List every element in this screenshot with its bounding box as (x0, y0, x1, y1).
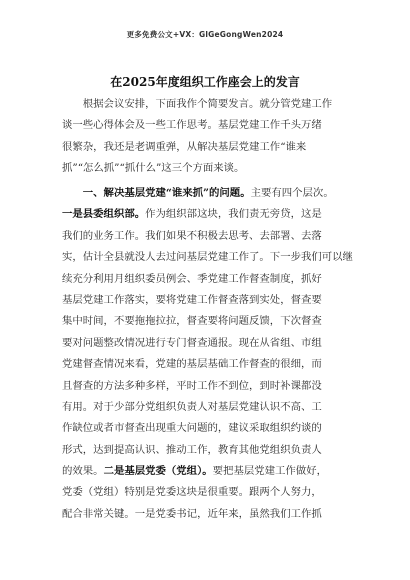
intro-paragraph (62, 94, 354, 180)
body-line: 要对问题整改情况进行专门督查通报。现在从省组、市组 (62, 336, 322, 349)
section-1-paragraph (62, 183, 354, 525)
document-title: 在2025年度组织工作座会上的发言 (110, 75, 300, 89)
header-note: 更多免费公文+VX：GlGeGongWen2024 (126, 30, 284, 39)
intro-line: 根据会议安排，下面我作个简要发言。就分管党建工作 (62, 98, 333, 110)
body-line: 党委（党组）特别是党委这块是很重要。跟两个人努力， (62, 486, 322, 499)
sub1-line (62, 204, 354, 225)
intro-line: 谈一些心得体会及一些工作思考。基层党建工作千头万绪 (62, 119, 322, 132)
section-1-heading: 一、解决基层党建“谁来抓”的问题。 (62, 187, 251, 199)
body-line: 实，估计全县就没人去过问基层党建工作了。下一步我们可以继 (62, 251, 353, 264)
sub2-line (62, 461, 354, 482)
body-line: 续充分利用月组织委员例会、季党建工作督查制度，抓好 (62, 272, 322, 285)
sub1-first: 作为组织部这块，我们责无旁贷，这是 (145, 208, 322, 221)
body-line: 我们的业务工作。我们如果不积极去思考、去部署、去落 (62, 229, 322, 242)
body-line: 配合非常关键。一是党委书记，近年来，虽然我们工作抓 (62, 507, 322, 520)
body-line: 集中时间，不要拖拖拉拉，督查要将问题反馈，下次督查 (62, 315, 322, 328)
sub1-label: 一是县委组织部。 (62, 208, 146, 221)
intro-line: 抓”“怎么抓”“抓什么”这三个方面来谈。 (62, 162, 245, 175)
body-line: 且督查的方法多种多样，平时工作不到位，到时补课都没 (62, 379, 322, 392)
sub2-first: 要把基层党建工作做好， (212, 465, 327, 478)
body-line: 形式，达到提高认识、推动工作，教育其他党组织负责人 (62, 443, 322, 456)
sub2-label: 二是基层党委（党组）。 (103, 465, 213, 478)
intro-line: 很繁杂，我还是老调重弹，从解决基层党建工作“谁来 (62, 140, 307, 153)
section-1-heading-tail: 主要有四个层次。 (250, 187, 334, 199)
section-1-heading-line (62, 183, 354, 204)
body-line: 有用。对于少部分党组织负责人对基层党建认识不高、工 (62, 400, 322, 413)
body-line: 作缺位或者市督查出现重大问题的，建议采取组织约谈的 (62, 422, 322, 435)
body-line: 党建督查情况来看，党建的基层基础工作督查的很细，而 (62, 358, 322, 371)
body-line: 基层党建工作落实，要将党建工作督查落到实处，督查要 (62, 293, 322, 306)
body-line-tail: 的效果。 (62, 465, 104, 478)
